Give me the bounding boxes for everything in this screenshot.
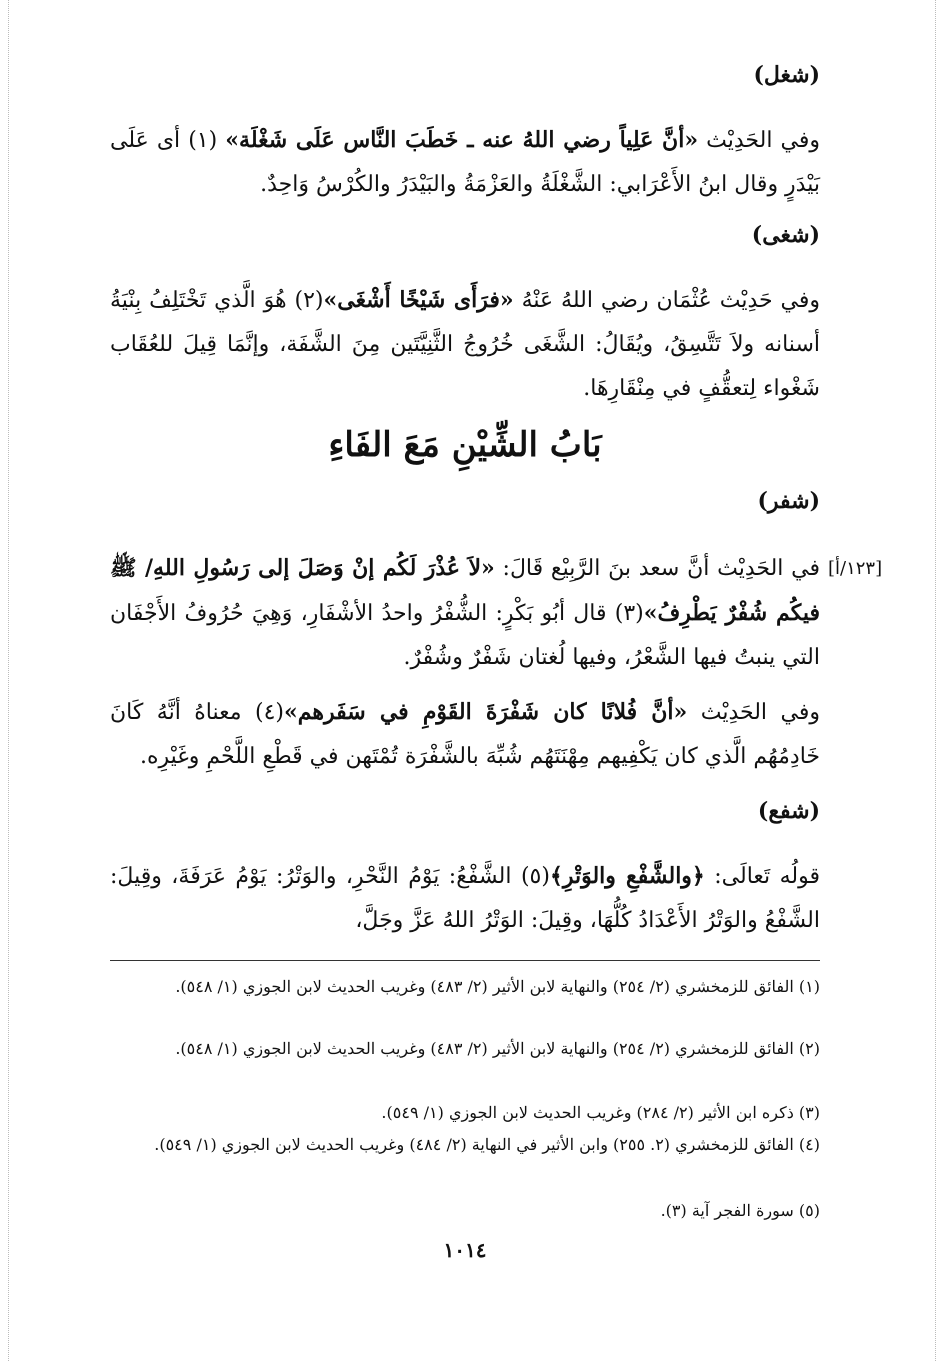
footnote-2: (٢) الفائق للزمخشري (٢/ ٢٥٤) والنهاية لابن الأثير (٢/ ٤٨٣) وغريب الحديث لابن الجوزي (١/ ٥٤٨). (175, 1039, 820, 1058)
paragraph-text: (٥) الشَّفْعُ: يَوْمُ النَّحْرِ، والوَتْرُ: يَوْمُ عَرَفَةَ، وقِيلَ: الشَّفْعُ والوَتْرُ الأَعْدَادُ كُلُّهَا، وقِيلَ: الوَتْرُ اللهُ عَزَّ وجَلَّ، (110, 864, 820, 933)
entry-heading-shaf: (شفع) (757, 798, 820, 824)
paragraph-text: (٣) قال أبُو بَكْرٍ: الشُّفْرُ واحدُ الأشْفَارِ، وَهِيَ حُرُوفُ الأَجْفَان التي ينبتُ فيها الشَّعْرُ، وفيها لُغتان شَفْرٌ وشُفْرٌ. (110, 601, 820, 670)
paragraph-text: (٢) هُوَ الَّذي تَخْتَلِفُ بِنْيَةُ أسنانه ولاَ تَتَّسِقُ، ويُقَالُ: الشَّغَى خُرُوجُ الثَّنِيَّتَين مِنَ الشَّفَة، وإنَّمَا قِيلَ للعُقَاب شَغْواء لِتعقُّفٍ في مِنْقَارِهَا. (110, 288, 820, 401)
paragraph-text: وفي حَدِيْث عُثْمَان رضي اللهُ عَنْهُ (513, 288, 820, 313)
hadith-quote: «لاَ عُذْرَ لَكُم إنْ وَصَلَ إلى رَسُولِ اللهِ/ ﷺ فيكُم شُفْرٌ يَطْرِفُ» (110, 555, 820, 626)
hadith-quote: «فرَأَى شَيْخًا أَشْغَى» (323, 287, 514, 313)
entry-heading-shagha: (شغى) (751, 222, 820, 248)
entry-heading-shughl: (شغل) (753, 62, 820, 88)
page-edge-dots-left (8, 0, 9, 1361)
footnote-4: (٤) الفائق للزمخشري (٢. ٢٥٥) وابن الأثير في النهاية (٢/ ٤٨٤) وغريب الحديث لابن الجوزي (١/ ٥٤٩). (154, 1135, 820, 1154)
paragraph-shagha (110, 278, 820, 411)
hadith-quote: «أنَّ عَلِياً رضي اللهُ عنه ـ خَطَبَ النَّاس عَلَى شَغْلَة» (225, 127, 699, 153)
paragraph-shafr-1 (110, 546, 820, 680)
entry-heading-shafr: (شفر) (757, 488, 820, 514)
quran-quote: ﴿والشَّفْعِ والوَتْرِ﴾ (549, 863, 705, 889)
manuscript-folio-ref: [١٢٣/أ] (828, 558, 883, 579)
page-edge-dots-right (935, 0, 936, 1361)
footnote-separator (110, 960, 820, 961)
chapter-title: بَابُ الشِّيْنِ مَعَ الفَاءِ (328, 425, 602, 465)
hadith-quote: «أنَّ فُلانًا كان شَفْرَةَ القَوْمِ في سَفَرهم» (284, 699, 688, 725)
paragraph-text: قولُه تَعالَى: (704, 864, 820, 889)
footnote-3: (٣) ذكره ابن الأثير (٢/ ٢٨٤) وغريب الحديث لابن الجوزي (١/ ٥٤٩). (381, 1103, 820, 1122)
paragraph-shaf (110, 854, 820, 943)
paragraph-text: وفي الحَدِيْث (687, 700, 820, 725)
paragraph-text: (١) أى عَلَى بَيْدَرٍ وقال ابنُ الأَعْرَابي: الشَّغْلَةُ والعَزْمَةُ والبَيْدَرُ والكُرْسُ وَاحِدٌ. (110, 128, 820, 197)
footnote-5: (٥) سورة الفجر آية (٣). (660, 1201, 820, 1220)
paragraph-text: وفي الحَدِيْث (698, 128, 820, 153)
paragraph-text: (٤) معناهُ أنَّهُ كَانَ خَادِمُهُم الَّذي كان يَكْفِيهم مِهْنَتَهُم شُبِّهَ بالشَّفْرَة تُمْتَهن في قَطْعِ اللَّحْمِ وغَيْرِه. (110, 700, 820, 769)
footnote-1: (١) الفائق للزمخشري (٢/ ٢٥٤) والنهاية لابن الأثير (٢/ ٤٨٣) وغريب الحديث لابن الجوزي (١/ ٥٤٨). (175, 977, 820, 996)
paragraph-shafr-2 (110, 690, 820, 779)
page-number: ١٠١٤ (443, 1238, 487, 1262)
paragraph-shughl (110, 118, 820, 207)
paragraph-text: في الحَدِيْث أنَّ سعد بنَ الرَّبِيْع قَالَ: (494, 556, 820, 581)
